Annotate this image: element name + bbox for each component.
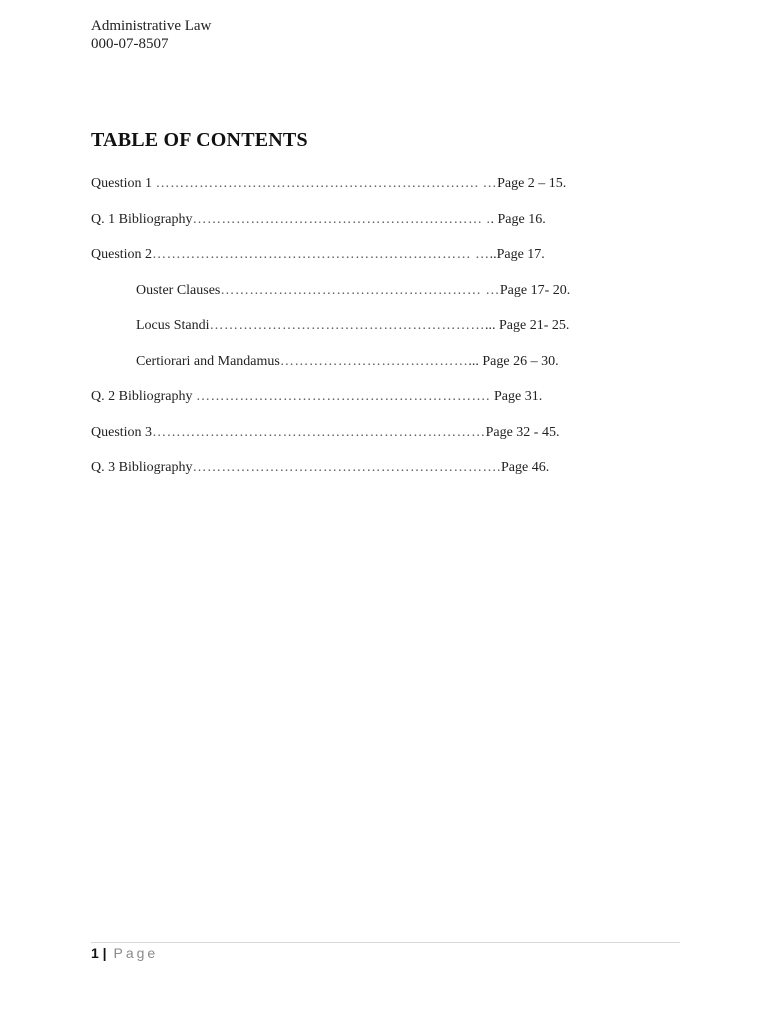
- footer-separator: |: [98, 945, 111, 961]
- toc-entry-label: Question 1: [91, 176, 156, 191]
- toc-entry-label: Q. 3 Bibliography: [91, 460, 193, 475]
- toc-page-ref: ... Page 21- 25.: [485, 318, 570, 333]
- toc-page-ref: Page 46.: [501, 460, 550, 475]
- toc-page-ref: Page 17- 20.: [499, 283, 571, 298]
- toc-entry-label: Q. 1 Bibliography: [91, 212, 193, 227]
- page-number: 1: [91, 945, 99, 961]
- toc-heading: TABLE OF CONTENTS: [91, 129, 308, 151]
- toc-entry-label: Question 2: [91, 247, 153, 262]
- toc-dot-leader: …………………………………………………….: [196, 389, 494, 404]
- toc-page-ref: Page 32 - 45.: [485, 425, 560, 440]
- document-header: [91, 17, 211, 53]
- toc-dot-leader: ……………………………………………………….: [192, 460, 501, 475]
- toc-entry-ouster-clauses: [136, 282, 570, 300]
- toc-entry-q1-bibliography: [91, 211, 546, 229]
- toc-entry-question-3: [91, 424, 559, 442]
- toc-dot-leader: ……………………………………………………………: [152, 425, 486, 440]
- toc-page-ref: ... Page 26 – 30.: [468, 354, 559, 369]
- toc-page-ref: . Page 16.: [490, 212, 546, 227]
- toc-entry-label: Ouster Clauses: [136, 283, 221, 298]
- toc-dot-leader: ………………………………………………………… …: [152, 247, 490, 262]
- toc-entry-q2-bibliography: [91, 388, 542, 406]
- toc-dot-leader: ……………………………………………… …: [220, 283, 500, 298]
- toc-entry-certiorari-mandamus: [136, 353, 559, 371]
- toc-page-ref: ..Page 17.: [489, 247, 545, 262]
- toc-dot-leader: …………………………………………………………. …: [155, 176, 498, 191]
- toc-page-ref: Page 2 – 15.: [497, 176, 567, 191]
- student-id: 000-07-8507: [91, 36, 169, 52]
- course-title: Administrative Law: [91, 18, 212, 34]
- footer-divider: [91, 942, 680, 943]
- toc-entry-label: Q. 2 Bibliography: [91, 389, 196, 404]
- toc-entry-label: Question 3: [91, 425, 153, 440]
- page-footer: [91, 944, 158, 962]
- toc-entry-q3-bibliography: [91, 459, 549, 477]
- toc-dot-leader: …………………………………………………… .: [192, 212, 491, 227]
- toc-dot-leader: …………………………………: [279, 354, 469, 369]
- toc-page-ref: Page 31.: [494, 389, 543, 404]
- toc-entry-question-2: [91, 246, 545, 264]
- toc-entry-label: Certiorari and Mandamus: [136, 354, 280, 369]
- page-word: Page: [113, 945, 159, 961]
- toc-dot-leader: …………………………………………………: [209, 318, 485, 333]
- toc-entry-label: Locus Standi: [136, 318, 210, 333]
- toc-entry-question-1: [91, 175, 566, 193]
- toc-entry-locus-standi: [136, 317, 569, 335]
